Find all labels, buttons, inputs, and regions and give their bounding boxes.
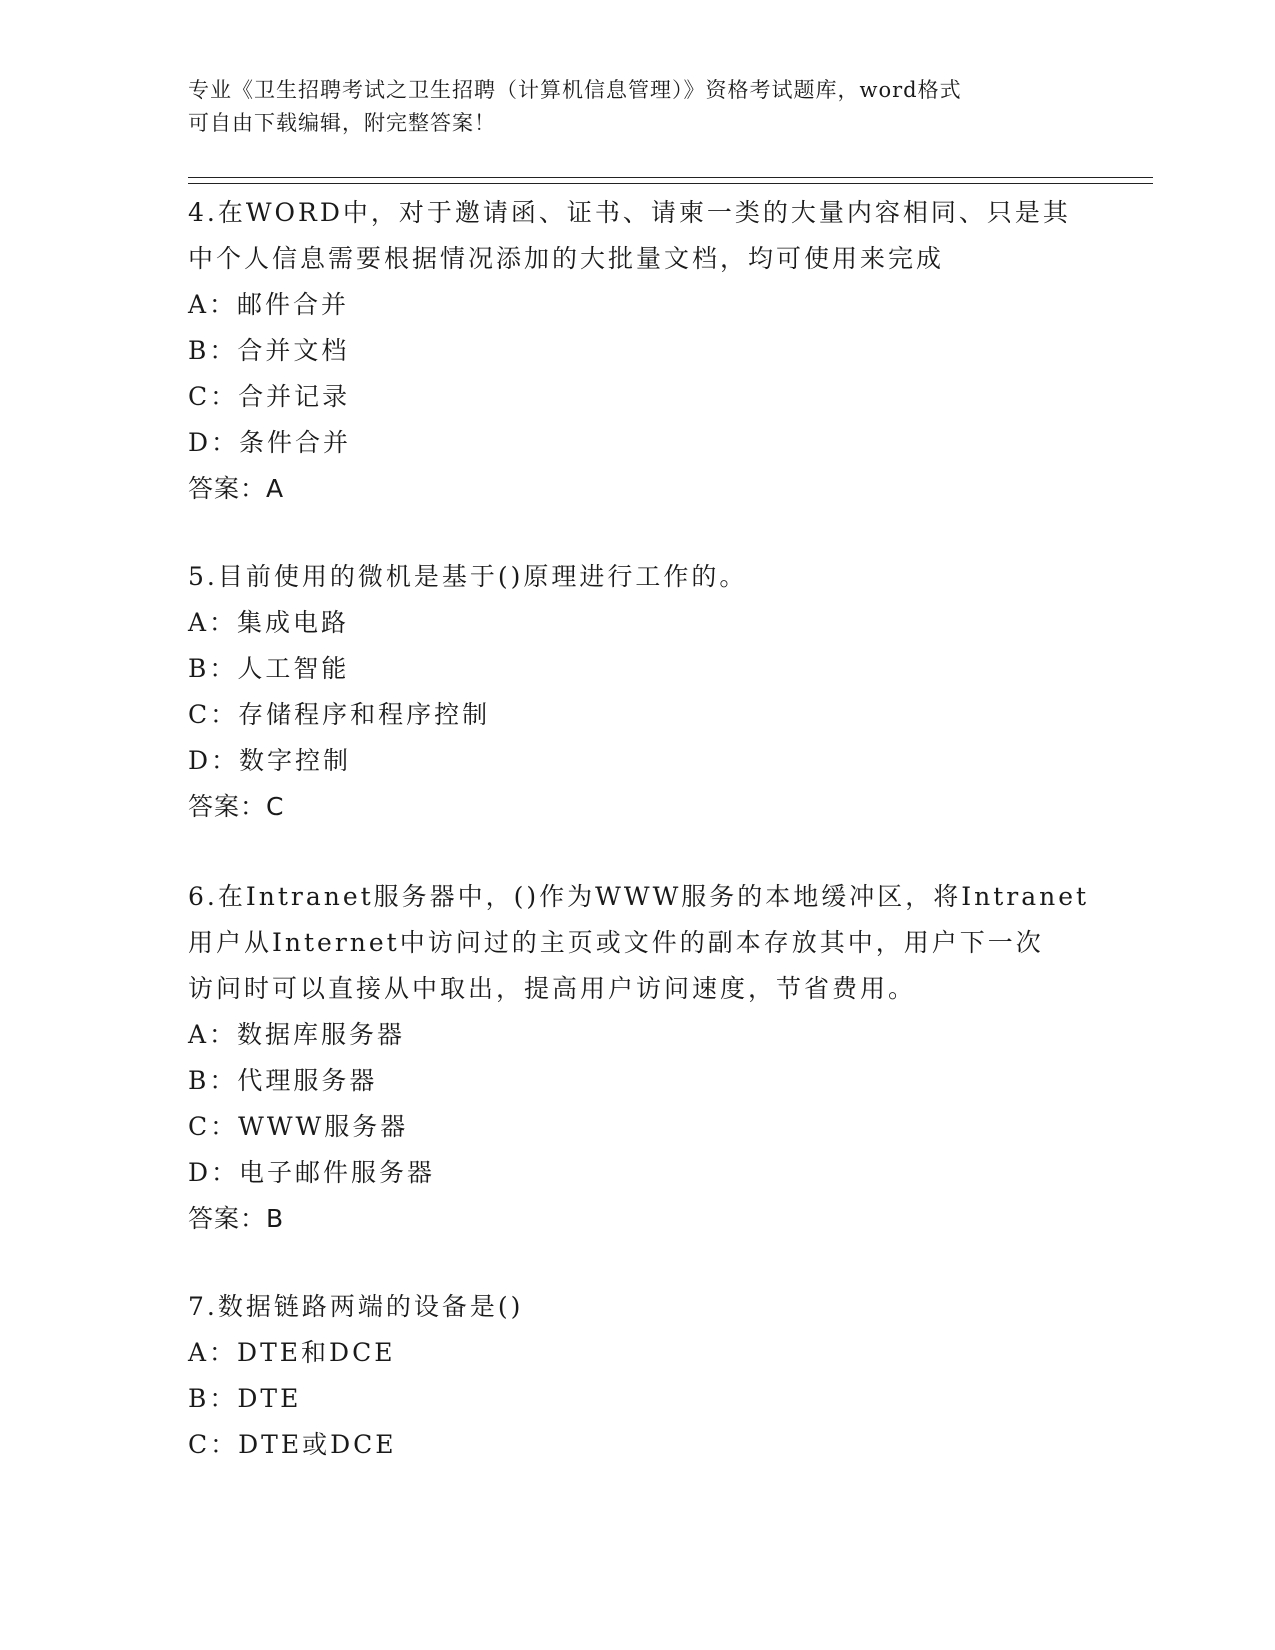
- option-b: B：合并文档: [188, 336, 350, 365]
- option-d: D：电子邮件服务器: [188, 1158, 436, 1187]
- question-4: [188, 190, 1088, 512]
- question-7: [188, 1284, 1088, 1468]
- option-c: C：合并记录: [188, 382, 351, 411]
- question-text: 4.在WORD中，对于邀请函、证书、请柬一类的大量内容相同、只是其: [188, 198, 1071, 227]
- option-d: D：数字控制: [188, 746, 352, 775]
- question-text: 7.数据链路两端的设备是(): [188, 1292, 524, 1321]
- option-a: A：集成电路: [188, 608, 350, 637]
- option-c: C：存储程序和程序控制: [188, 700, 491, 729]
- question-5: [188, 554, 1088, 830]
- question-text: 中个人信息需要根据情况添加的大批量文档，均可使用来完成: [188, 244, 945, 273]
- answer: 答案：B: [188, 1204, 285, 1233]
- answer: 答案：A: [188, 474, 285, 503]
- option-c: C：DTE或DCE: [188, 1430, 397, 1459]
- option-b: B：人工智能: [188, 654, 350, 683]
- header-line-2: 可自由下载编辑，附完整答案！: [188, 111, 496, 135]
- answer: 答案：C: [188, 792, 285, 821]
- question-text: 访问时可以直接从中取出，提高用户访问速度，节省费用。: [188, 974, 917, 1003]
- option-b: B：DTE: [188, 1384, 302, 1413]
- question-6: [188, 874, 1088, 1242]
- document-header: [188, 74, 1068, 140]
- option-b: B：代理服务器: [188, 1066, 378, 1095]
- option-a: A：数据库服务器: [188, 1020, 406, 1049]
- option-a: A：邮件合并: [188, 290, 350, 319]
- question-text: 5.目前使用的微机是基于()原理进行工作的。: [188, 562, 748, 591]
- option-a: A：DTE和DCE: [188, 1338, 396, 1367]
- question-text: 6.在Intranet服务器中，()作为WWW服务的本地缓冲区，将Intranet: [188, 882, 1090, 911]
- question-text: 用户从Internet中访问过的主页或文件的副本存放其中，用户下一次: [188, 928, 1044, 957]
- option-c: C：WWW服务器: [188, 1112, 409, 1141]
- header-line-1: 专业《卫生招聘考试之卫生招聘（计算机信息管理）》资格考试题库，word格式: [188, 78, 962, 102]
- option-d: D：条件合并: [188, 428, 352, 457]
- header-divider-top: [188, 177, 1153, 178]
- header-divider-bottom: [188, 183, 1153, 184]
